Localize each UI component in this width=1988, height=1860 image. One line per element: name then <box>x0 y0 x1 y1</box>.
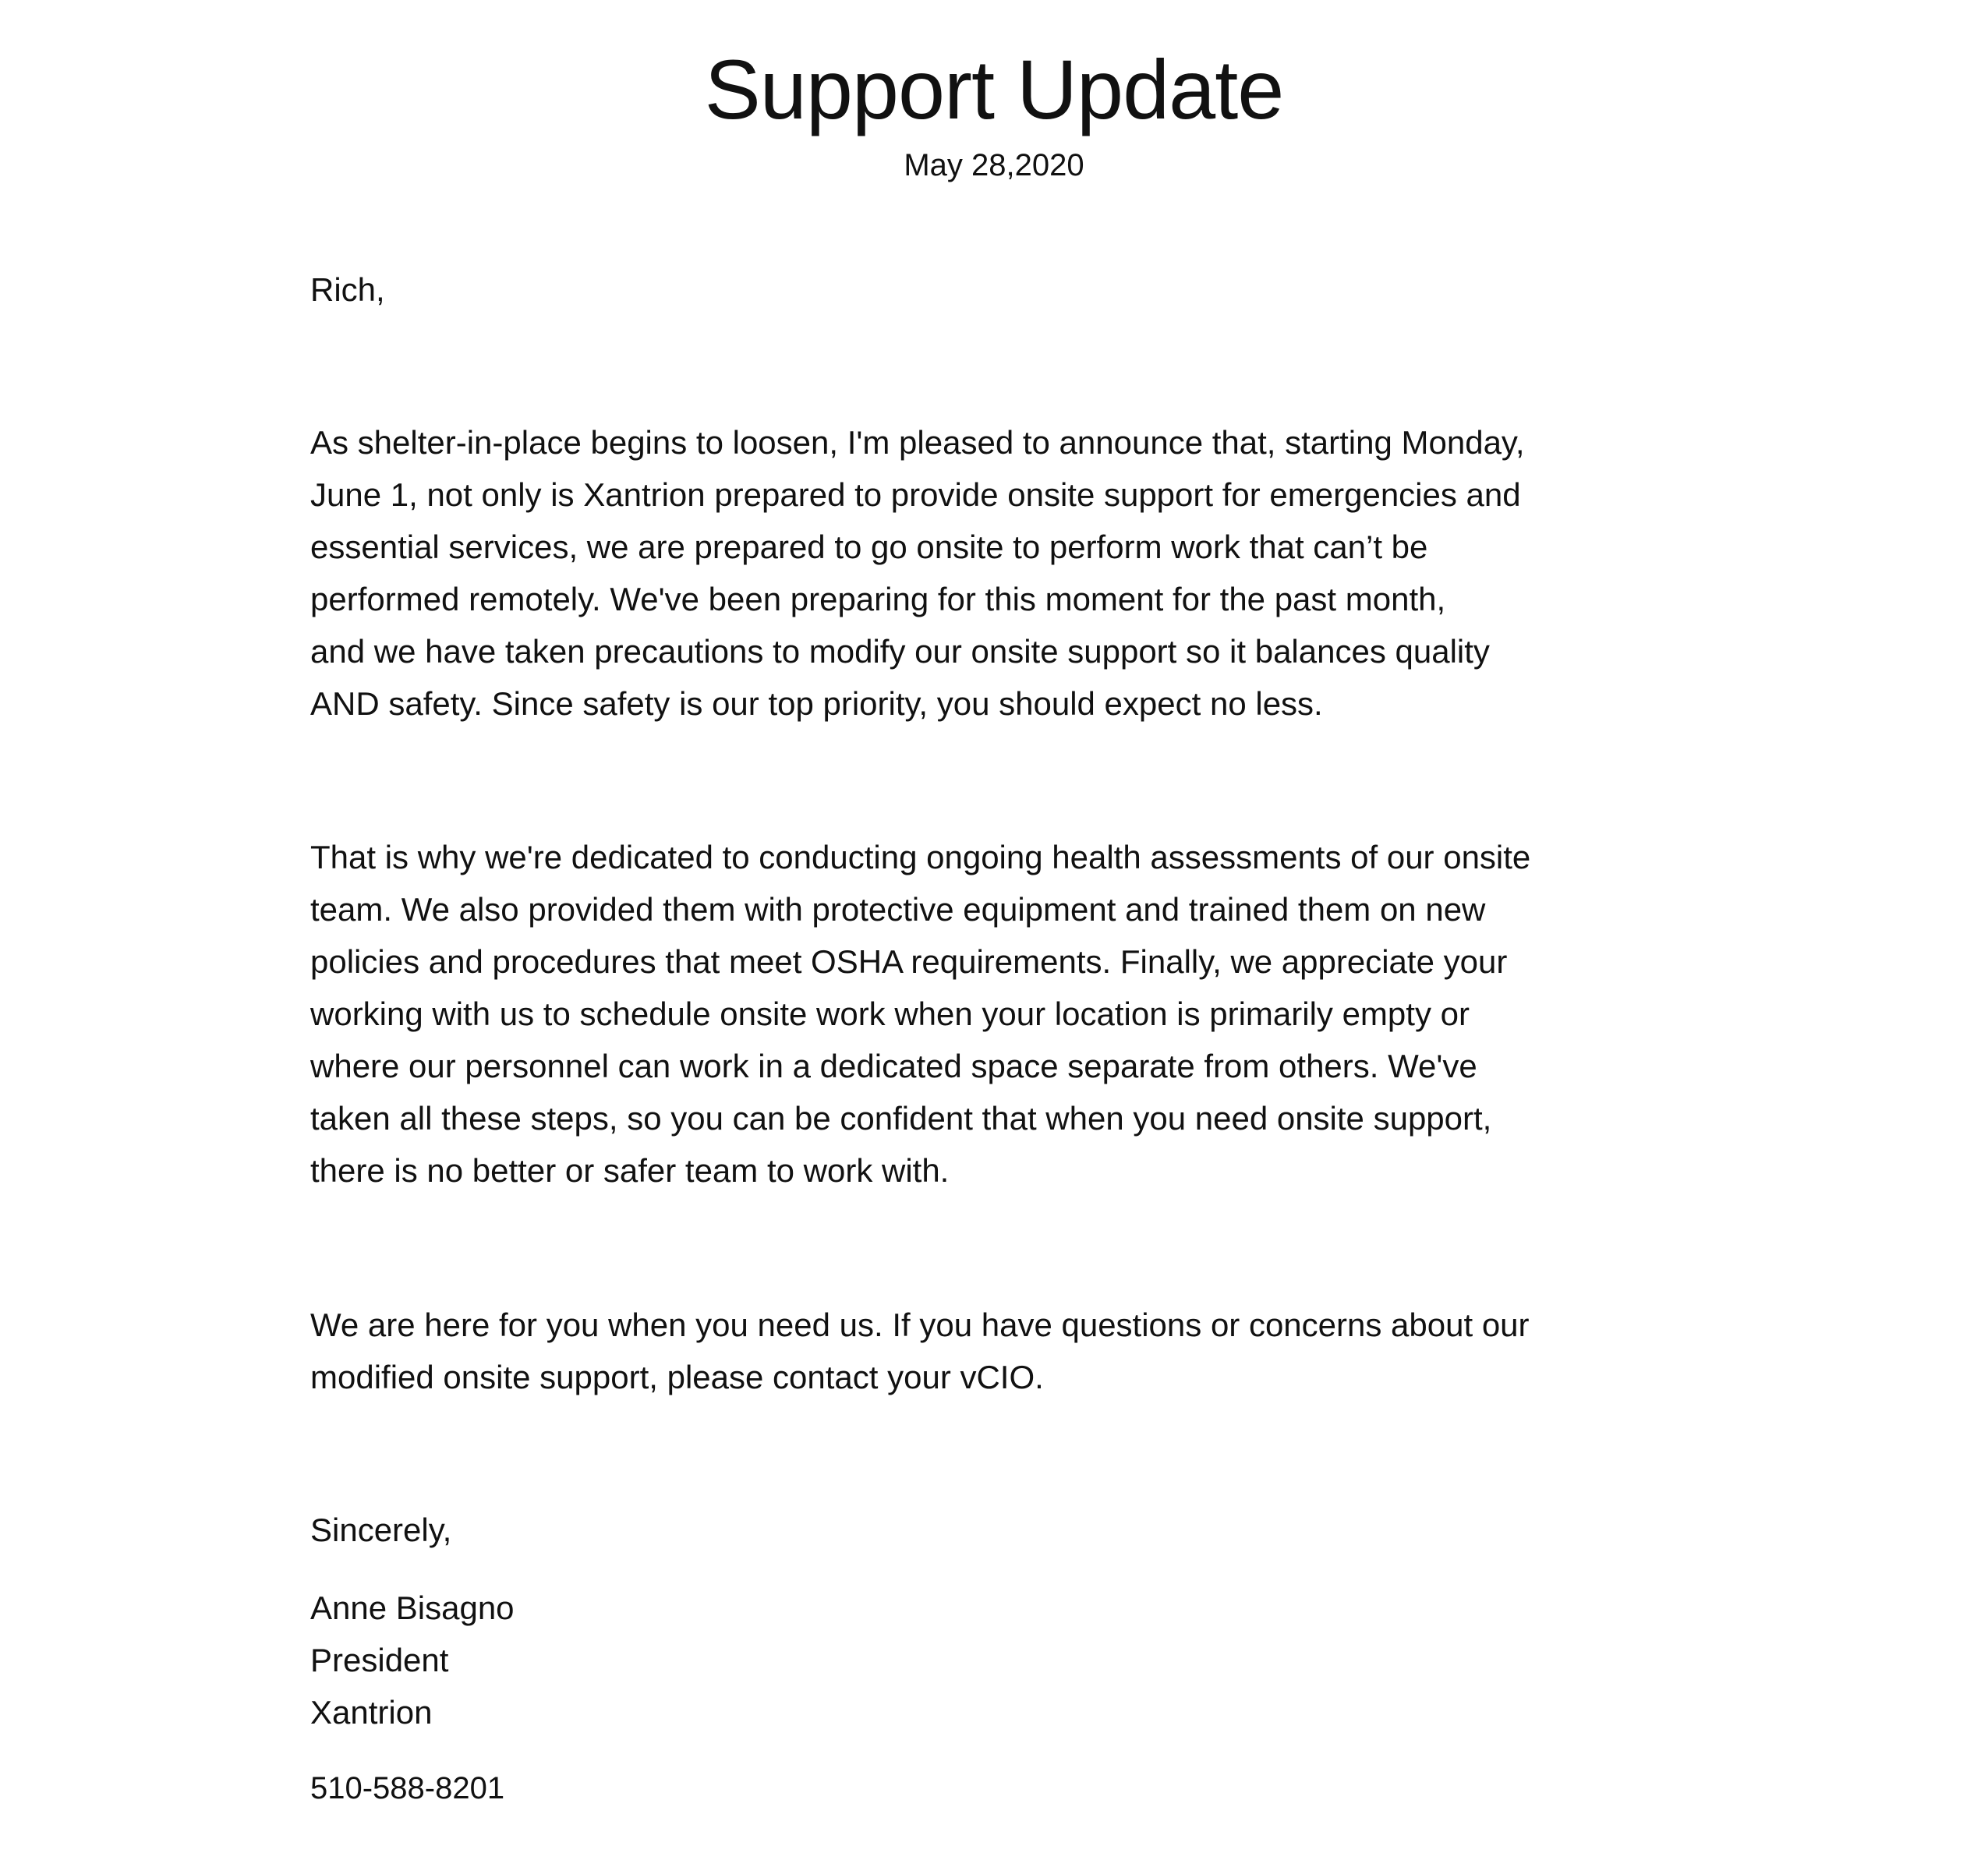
paragraph-line: taken all these steps, so you can be confident that when you need onsite support, <box>310 1100 1492 1137</box>
paragraph-line: working with us to schedule onsite work when your location is primarily empty or <box>310 995 1470 1032</box>
paragraph-line: there is no better or safer team to work with. <box>310 1152 950 1189</box>
paragraph-line: As shelter-in-place begins to loosen, I'm pleased to announce that, starting Monday, <box>310 424 1525 461</box>
paragraph-line: and we have taken precautions to modify our onsite support so it balances quality <box>310 633 1490 670</box>
paragraph-3 <box>310 1299 1682 1403</box>
paragraph-line: That is why we're dedicated to conducting ongoing health assessments of our onsite <box>310 839 1531 875</box>
paragraph-line: June 1, not only is Xantrion prepared to provide onsite support for emergencies and <box>310 476 1521 513</box>
paragraph-line: where our personnel can work in a dedicated space separate from others. We've <box>310 1048 1477 1084</box>
paragraph-line: modified onsite support, please contact your vCIO. <box>310 1359 1044 1395</box>
document-title: Support Update <box>704 42 1284 136</box>
phone-number: 510-588-8201 <box>310 1771 505 1805</box>
signature-name: Anne Bisagno <box>310 1589 515 1626</box>
paragraph-line: We are here for you when you need us. If you have questions or concerns about our <box>310 1307 1530 1343</box>
paragraph-2 <box>310 831 1682 1197</box>
closing: Sincerely, <box>310 1512 452 1548</box>
paragraph-line: team. We also provided them with protective equipment and trained them on new <box>310 891 1486 928</box>
signature-company: Xantrion <box>310 1694 433 1731</box>
paragraph-1 <box>310 416 1682 730</box>
signature-title: President <box>310 1642 449 1678</box>
paragraph-line: AND safety. Since safety is our top priority, you should expect no less. <box>310 685 1323 722</box>
paragraph-line: essential services, we are prepared to go onsite to perform work that can’t be <box>310 529 1428 565</box>
salutation: Rich, <box>310 271 385 308</box>
paragraph-line: policies and procedures that meet OSHA requirements. Finally, we appreciate your <box>310 943 1508 980</box>
paragraph-line: performed remotely. We've been preparing for this moment for the past month, <box>310 581 1446 617</box>
document-date: May 28,2020 <box>904 148 1084 182</box>
